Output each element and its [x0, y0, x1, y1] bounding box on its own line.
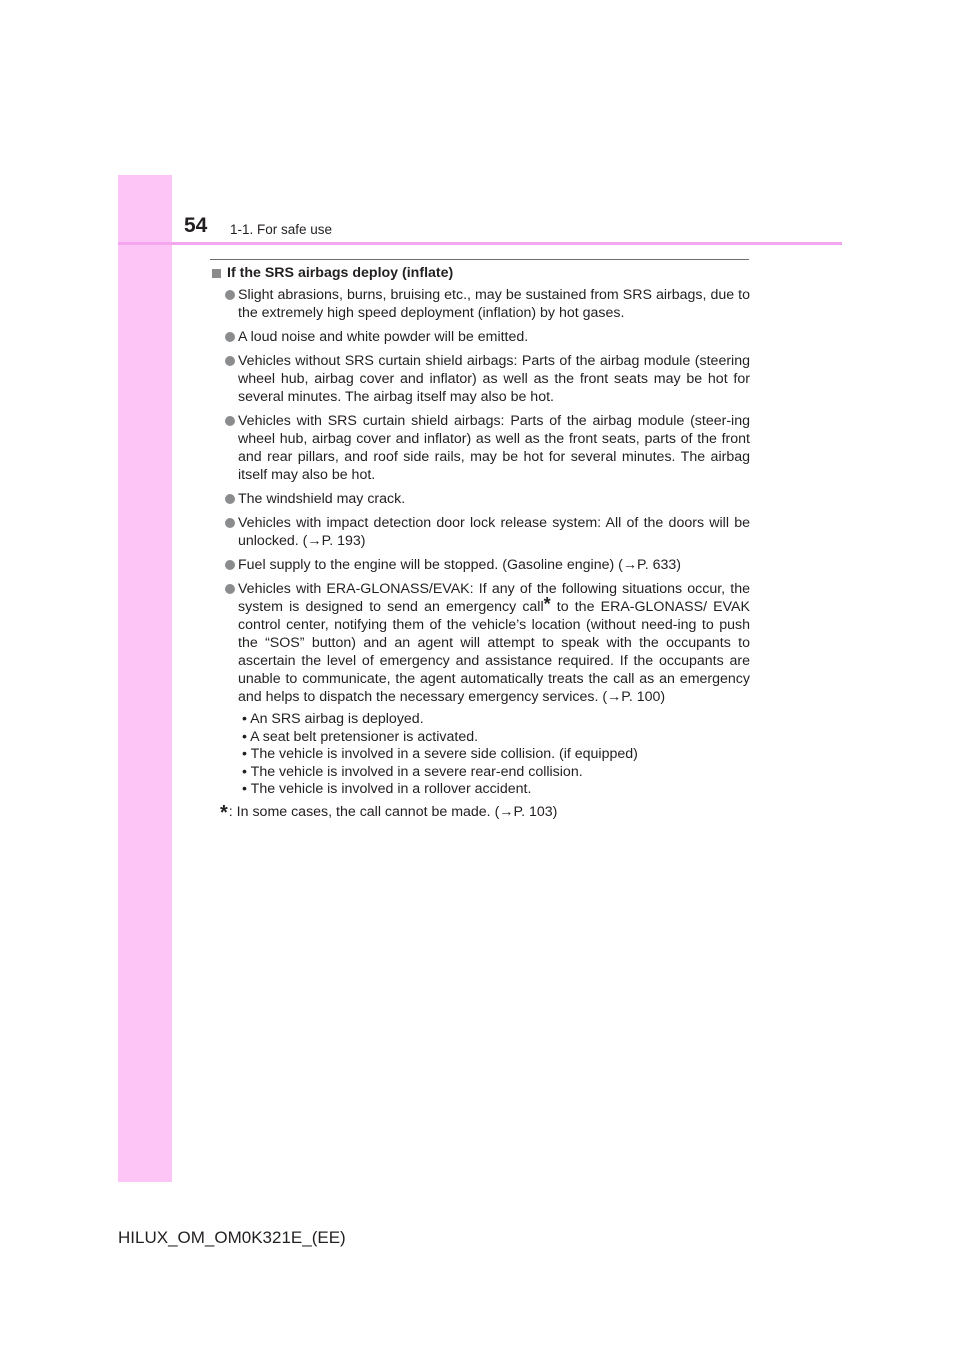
condition-item: • The vehicle is involved in a severe side collision. (if equipped): [242, 746, 638, 762]
page-number: 54: [184, 214, 208, 237]
page-content: [210, 264, 750, 822]
list-item: [210, 286, 750, 322]
footnote-mark: *: [543, 594, 551, 614]
list-item: [210, 490, 750, 508]
list-item-text-part1: Vehicles with ERA-GLONASS/EVAK: If any of the following situations occur, the system is designed to send an emergency call: [238, 581, 750, 615]
list-item-text: The windshield may crack.: [238, 491, 406, 507]
list-item: [210, 412, 750, 484]
list-item-text: Vehicles with SRS curtain shield airbags: Parts of the airbag module (steer-ing wheel hub, airbag cover and inflator) as well as the front seats, parts of the front and rear pillars, and roof side rails, may be hot for several minutes. The airbag itself may also be hot.: [238, 413, 750, 483]
condition-item: • A seat belt pretensioner is activated.: [242, 728, 479, 745]
bullet-dot-icon: [225, 332, 235, 342]
bullet-dot-icon: [225, 356, 235, 366]
condition-list: [210, 711, 750, 799]
list-item-era-glonass: [210, 580, 750, 706]
list-item-text: A loud noise and white powder will be emitted.: [238, 329, 529, 345]
list-item-text: Vehicles without SRS curtain shield airbags: Parts of the airbag module (steering wheel hub, airbag cover and inflator) as well as the front seats may be hot for several minutes. The airbag itself may also be hot.: [238, 353, 750, 405]
list-item-text-part2: to the ERA-GLONASS/ EVAK control center, notifying them of the vehicle’s location (without need-ing to push the “SOS” button) and an agent will attempt to speak with the occupants to ascertain the level of emergency and assistance required. If the occupants are unable to communicate, the agent automatically treats the call as an emergency and helps to dispatch the necessary emergency services. (→P. 100): [238, 599, 750, 705]
condition-item: • The vehicle is involved in a severe rear-end collision.: [242, 763, 583, 780]
bullet-dot-icon: [225, 518, 235, 528]
footnote-star: *: [220, 801, 228, 824]
list-item-text: Vehicles with impact detection door lock release system: All of the doors will be unlocked. (→P. 193): [238, 515, 750, 549]
section-title: 1-1. For safe use: [230, 222, 333, 237]
bullet-dot-icon: [225, 290, 235, 300]
content-divider: [210, 259, 749, 260]
list-item-text: Fuel supply to the engine will be stopped. (Gasoline engine) (→P. 633): [238, 557, 681, 573]
list-item-text: Slight abrasions, burns, bruising etc., may be sustained from SRS airbags, due to the extremely high speed deployment (inflation) by hot gases.: [238, 287, 750, 321]
bullet-dot-icon: [225, 416, 235, 426]
document-code: HILUX_OM_OM0K321E_(EE): [118, 1228, 346, 1247]
list-item: [210, 514, 750, 550]
header-rule: [118, 242, 842, 245]
condition-item: • An SRS airbag is deployed.: [242, 711, 424, 727]
bullet-dot-icon: [225, 560, 235, 570]
footnote-text: : In some cases, the call cannot be made. (→P. 103): [228, 803, 558, 820]
side-color-band: [118, 175, 172, 1182]
bullet-dot-icon: [225, 584, 235, 594]
subsection-heading: [210, 264, 750, 282]
square-bullet-icon: [212, 269, 221, 278]
condition-item: • The vehicle is involved in a rollover accident.: [242, 781, 532, 797]
list-item: [210, 556, 750, 574]
bullet-dot-icon: [225, 494, 235, 504]
list-item: [210, 328, 750, 346]
list-item: [210, 352, 750, 406]
footnote: [210, 803, 750, 822]
heading-text: If the SRS airbags deploy (inflate): [227, 265, 454, 281]
